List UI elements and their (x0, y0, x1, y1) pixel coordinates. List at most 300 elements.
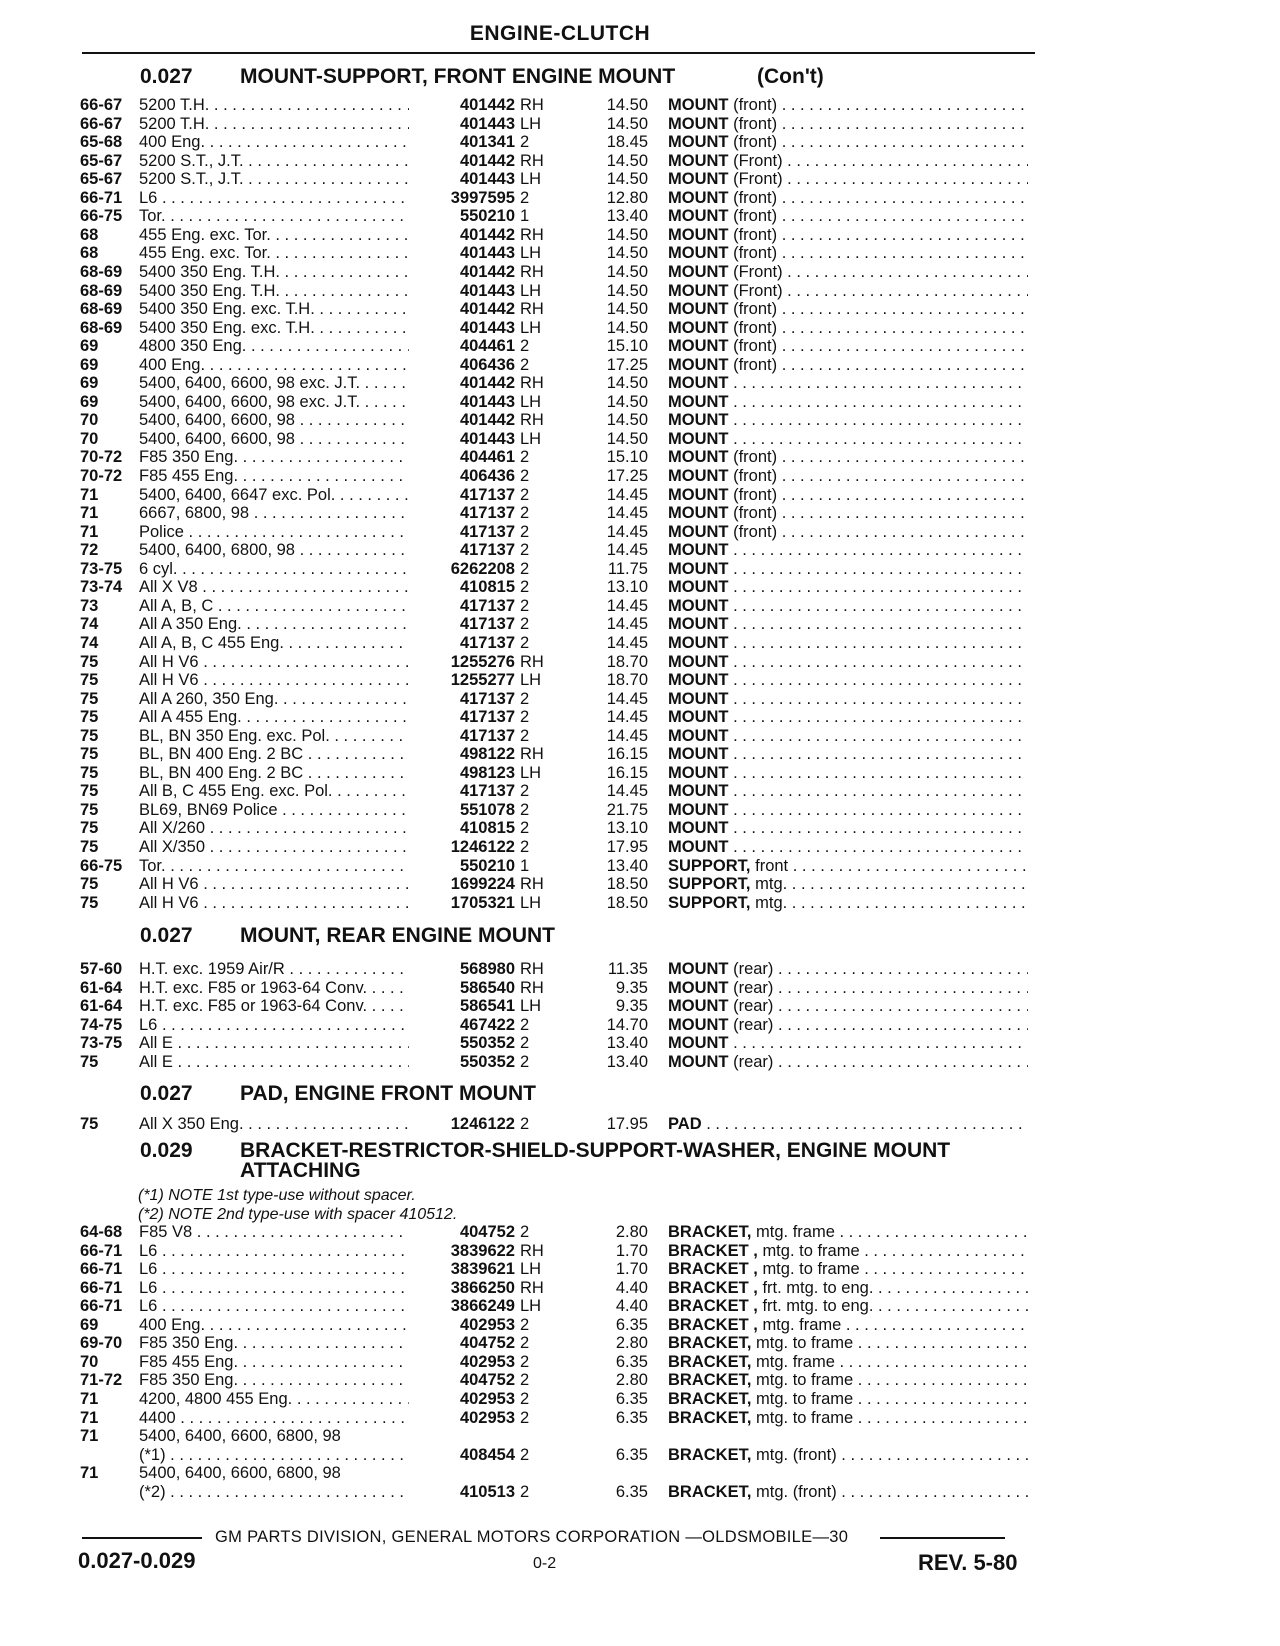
quantity: 2 (520, 541, 530, 560)
part-description (668, 875, 1028, 894)
part-row (0, 300, 1280, 319)
part-description (668, 207, 1028, 226)
part-row (0, 560, 1280, 579)
price: 14.50 (606, 374, 648, 393)
part-qualifier: (rear) (733, 978, 774, 997)
part-description (668, 411, 1028, 430)
part-row (0, 745, 1280, 764)
application: L6 . . . (139, 1279, 409, 1298)
quantity: 2 (520, 1015, 530, 1034)
part-name: MOUNT (668, 652, 729, 671)
model-years: 69-70 (80, 1334, 123, 1353)
quantity: LH (520, 244, 542, 263)
part-description (668, 152, 1028, 171)
part-description (668, 838, 1028, 857)
part-qualifier: (rear) (733, 1053, 774, 1071)
quantity: RH (520, 978, 544, 997)
application: F85 350 Eng. . . . (139, 448, 409, 467)
application: 5400, 6400, 6600, 98 . . . (139, 411, 409, 430)
application: F85 350 Eng. . . . (139, 1334, 409, 1353)
part-qualifier: mtg. to frame (762, 1241, 860, 1260)
part-qualifier: frt. mtg. to eng. (762, 1278, 874, 1297)
part-description (668, 1242, 1028, 1261)
part-description (668, 1446, 1028, 1465)
application: All E . . . (139, 1034, 409, 1053)
part-row (0, 653, 1280, 672)
model-years: 71 (80, 1427, 99, 1446)
part-name: BRACKET , (668, 1315, 758, 1334)
quantity: 2 (520, 633, 530, 652)
price: 13.40 (606, 1053, 648, 1071)
part-name: MOUNT (668, 838, 729, 856)
quantity: RH (520, 652, 544, 671)
part-qualifier: (rear) (733, 1015, 774, 1034)
part-row (0, 801, 1280, 820)
quantity: LH (520, 1297, 542, 1316)
application: BL69, BN69 Police . . . (139, 801, 409, 820)
part-number: 410513 (459, 1482, 515, 1501)
quantity: LH (520, 429, 542, 448)
model-years: 75 (80, 1053, 99, 1071)
part-row (0, 1390, 1280, 1409)
part-number: 410815 (459, 819, 515, 838)
price: 15.10 (606, 448, 648, 467)
part-name: MOUNT (668, 978, 729, 997)
part-row (0, 541, 1280, 560)
application: 5200 S.T., J.T. . . . (139, 152, 409, 171)
quantity: RH (520, 960, 544, 978)
part-name: MOUNT (668, 578, 729, 597)
part-name: MOUNT (668, 1053, 729, 1071)
part-qualifier: (front) (733, 300, 778, 319)
part-row (0, 1464, 1280, 1483)
price: 9.35 (615, 997, 648, 1016)
part-number: 401341 (459, 133, 515, 152)
price: 6.35 (615, 1482, 648, 1501)
part-qualifier: front (755, 856, 789, 875)
application: 6667, 6800, 98 . . . (139, 504, 409, 523)
part-description (668, 615, 1028, 634)
part-number: 401442 (459, 262, 515, 281)
price: 14.50 (606, 429, 648, 448)
part-row (0, 690, 1280, 709)
part-qualifier: mtg. frame (756, 1223, 835, 1241)
part-number: 550210 (459, 856, 515, 875)
model-years: 66-75 (80, 856, 123, 875)
price: 21.75 (606, 800, 648, 819)
part-name: BRACKET, (668, 1352, 752, 1371)
section-title: MOUNT-SUPPORT, FRONT ENGINE MOUNT (240, 65, 676, 88)
quantity: 2 (520, 1315, 530, 1334)
model-years: 75 (80, 763, 99, 782)
application: L6 . . . (139, 1260, 409, 1279)
page-header-title: ENGINE-CLUTCH (469, 22, 651, 45)
quantity: 2 (520, 133, 530, 152)
part-name: MOUNT (668, 997, 729, 1016)
price: 6.35 (615, 1445, 648, 1464)
part-name: MOUNT (668, 411, 729, 430)
quantity: 2 (520, 559, 530, 578)
price: 12.80 (606, 188, 648, 207)
part-name: MOUNT (668, 170, 729, 189)
application: All X V8 . . . (139, 578, 409, 597)
part-qualifier: (front) (733, 337, 778, 356)
part-name: SUPPORT, (668, 893, 751, 912)
part-description (668, 1371, 1028, 1390)
part-number: 402953 (459, 1352, 515, 1371)
part-name: MOUNT (668, 689, 729, 708)
part-name: BRACKET , (668, 1278, 758, 1297)
application: Police . . . (139, 523, 409, 542)
price: 9.35 (615, 978, 648, 997)
part-description (668, 244, 1028, 263)
part-description (668, 523, 1028, 542)
continued-label: (Con't) (757, 65, 824, 88)
model-years: 66-71 (80, 188, 123, 207)
part-description (668, 1115, 1028, 1134)
part-row (0, 467, 1280, 486)
application: Tor. . . . (139, 857, 409, 876)
part-row (0, 504, 1280, 523)
price: 2.80 (615, 1334, 648, 1353)
part-name: SUPPORT, (668, 875, 751, 894)
price: 2.80 (615, 1223, 648, 1241)
header-rule (82, 52, 1035, 54)
quantity: 2 (520, 188, 530, 207)
application: 5400, 6400, 6600, 98 exc. J.T. . . . (139, 393, 409, 412)
application: All A 260, 350 Eng. . . . (139, 690, 409, 709)
part-qualifier: (Front) (733, 262, 783, 281)
part-number: 404461 (459, 337, 515, 356)
part-row (0, 597, 1280, 616)
quantity: 2 (520, 1223, 530, 1241)
section-number: 0.029 (140, 1139, 193, 1162)
application: BL, BN 350 Eng. exc. Pol. . . . (139, 727, 409, 746)
quantity: 2 (520, 782, 530, 801)
part-row (0, 1334, 1280, 1353)
part-description (668, 690, 1028, 709)
part-name: MOUNT (668, 485, 729, 504)
part-number: 417137 (459, 522, 515, 541)
part-description (668, 1053, 1028, 1072)
price: 14.45 (606, 708, 648, 727)
application: 5400, 6400, 6600, 6800, 98 (139, 1427, 341, 1446)
part-name: BRACKET , (668, 1297, 758, 1316)
price: 14.45 (606, 615, 648, 634)
part-qualifier: frt. mtg. to eng. (762, 1297, 874, 1316)
application: 5400 350 Eng. T.H. . . . (139, 263, 409, 282)
part-qualifier: (front) (733, 225, 778, 244)
part-description (668, 727, 1028, 746)
model-years: 75 (80, 726, 99, 745)
part-number: 404461 (459, 448, 515, 467)
part-name: MOUNT (668, 337, 729, 356)
model-years: 71 (80, 522, 99, 541)
price: 14.50 (606, 392, 648, 411)
part-name: MOUNT (668, 960, 729, 978)
price: 14.50 (606, 318, 648, 337)
part-qualifier: (front) (733, 207, 778, 226)
model-years: 68-69 (80, 281, 123, 300)
model-years: 69 (80, 355, 99, 374)
part-number: 550352 (459, 1053, 515, 1071)
quantity: 1 (520, 207, 530, 226)
part-number: 417137 (459, 485, 515, 504)
part-row (0, 115, 1280, 134)
part-description (668, 226, 1028, 245)
model-years: 75 (80, 1115, 99, 1133)
part-row (0, 226, 1280, 245)
part-description (668, 393, 1028, 412)
model-years: 71 (80, 485, 99, 504)
part-description (668, 1483, 1028, 1502)
part-number: 401442 (459, 96, 515, 114)
price: 11.35 (607, 960, 648, 978)
part-name: MOUNT (668, 114, 729, 133)
part-name: BRACKET, (668, 1482, 752, 1501)
part-name: MOUNT (668, 262, 729, 281)
model-years: 75 (80, 671, 99, 690)
part-name: MOUNT (668, 188, 729, 207)
part-row (0, 207, 1280, 226)
application: All B, C 455 Eng. exc. Pol. . . . (139, 782, 409, 801)
part-description (668, 189, 1028, 208)
application: 5400, 6400, 6600, 98 exc. J.T. . . . (139, 374, 409, 393)
part-qualifier: mtg. (front) (756, 1482, 837, 1501)
part-description (668, 979, 1028, 998)
part-row (0, 486, 1280, 505)
part-row (0, 523, 1280, 542)
part-qualifier: mtg. to frame (756, 1371, 854, 1390)
price: 13.10 (606, 578, 648, 597)
price: 14.50 (606, 114, 648, 133)
application: (*1) . . . (139, 1446, 409, 1465)
part-row (0, 1427, 1280, 1446)
quantity: LH (520, 392, 542, 411)
application: All E . . . (139, 1053, 409, 1072)
application: All X 350 Eng. . . . (139, 1115, 409, 1134)
model-years: 75 (80, 819, 99, 838)
part-name: MOUNT (668, 504, 729, 523)
quantity: LH (520, 318, 542, 337)
part-description (668, 467, 1028, 486)
part-row (0, 244, 1280, 263)
model-years: 66-67 (80, 96, 123, 114)
part-number: 568980 (459, 960, 515, 978)
part-description (668, 634, 1028, 653)
part-name: MOUNT (668, 800, 729, 819)
part-number: 1699224 (450, 875, 515, 894)
price: 14.50 (606, 244, 648, 263)
application: 4800 350 Eng. . . . (139, 337, 409, 356)
part-description (668, 782, 1028, 801)
part-name: SUPPORT, (668, 856, 751, 875)
model-years: 73-75 (80, 559, 123, 578)
part-number: 6262208 (450, 559, 515, 578)
part-description (668, 857, 1028, 876)
part-name: MOUNT (668, 133, 729, 152)
part-qualifier: (rear) (733, 997, 774, 1016)
price: 14.50 (606, 262, 648, 281)
part-name: MOUNT (668, 448, 729, 467)
quantity: 2 (520, 337, 530, 356)
model-years: 70 (80, 429, 99, 448)
part-row (0, 263, 1280, 282)
part-number: 586541 (459, 997, 515, 1016)
part-row (0, 1371, 1280, 1390)
footer-revision: REV. 5-80 (918, 1550, 1018, 1575)
price: 4.40 (615, 1278, 648, 1297)
part-row (0, 356, 1280, 375)
part-description (668, 708, 1028, 727)
part-qualifier: (Front) (733, 170, 783, 189)
part-row (0, 894, 1280, 913)
part-name: BRACKET, (668, 1445, 752, 1464)
application: BL, BN 400 Eng. 2 BC . . . (139, 745, 409, 764)
price: 14.45 (606, 726, 648, 745)
part-row (0, 282, 1280, 301)
part-qualifier: mtg. to frame (756, 1389, 854, 1408)
part-number: 586540 (459, 978, 515, 997)
part-row (0, 170, 1280, 189)
part-qualifier: (front) (733, 448, 778, 467)
part-number: 3866250 (450, 1278, 515, 1297)
part-description (668, 300, 1028, 319)
model-years: 70 (80, 1352, 99, 1371)
part-row (0, 838, 1280, 857)
price: 13.40 (606, 856, 648, 875)
application: All A 455 Eng. . . . (139, 708, 409, 727)
model-years: 70-72 (80, 467, 123, 485)
price: 14.45 (606, 485, 648, 504)
part-name: BRACKET , (668, 1241, 758, 1260)
price: 14.45 (606, 782, 648, 801)
part-row (0, 875, 1280, 894)
part-row (0, 764, 1280, 783)
application: L6 . . . (139, 189, 409, 208)
model-years: 73-74 (80, 578, 123, 597)
part-row (0, 1242, 1280, 1261)
part-number: 404752 (459, 1371, 515, 1390)
quantity: RH (520, 151, 544, 170)
quantity: 2 (520, 1334, 530, 1353)
quantity: 2 (520, 1482, 530, 1501)
part-number: 401442 (459, 225, 515, 244)
part-row (0, 782, 1280, 801)
part-number: 1246122 (450, 838, 515, 856)
price: 1.70 (615, 1260, 648, 1279)
application: H.T. exc. 1959 Air/R . . . (139, 960, 409, 979)
model-years: 75 (80, 782, 99, 801)
quantity: LH (520, 170, 542, 189)
quantity: RH (520, 1278, 544, 1297)
section-number: 0.027 (140, 1082, 193, 1105)
application: F85 350 Eng. . . . (139, 1371, 409, 1390)
part-description (668, 374, 1028, 393)
part-row (0, 671, 1280, 690)
model-years: 74-75 (80, 1015, 123, 1034)
application: 5400, 6400, 6647 exc. Pol. . . . (139, 486, 409, 505)
part-number: 402953 (459, 1408, 515, 1427)
model-years: 68 (80, 225, 99, 244)
part-description (668, 578, 1028, 597)
quantity: LH (520, 1260, 542, 1279)
part-number: 417137 (459, 689, 515, 708)
part-number: 410815 (459, 578, 515, 597)
model-years: 75 (80, 875, 99, 894)
model-years: 74 (80, 633, 99, 652)
part-description (668, 115, 1028, 134)
part-description (668, 282, 1028, 301)
part-description (668, 504, 1028, 523)
part-row (0, 1115, 1280, 1134)
part-qualifier: mtg. to frame (762, 1260, 860, 1279)
part-description (668, 1016, 1028, 1035)
part-number: 550210 (459, 207, 515, 226)
application: (*2) . . . (139, 1483, 409, 1502)
part-row (0, 1016, 1280, 1035)
part-description (668, 319, 1028, 338)
part-description (668, 1279, 1028, 1298)
part-description (668, 801, 1028, 820)
part-number: 401443 (459, 170, 515, 189)
model-years: 68-69 (80, 300, 123, 319)
part-name: MOUNT (668, 615, 729, 634)
application: 4200, 4800 455 Eng. . . . (139, 1390, 409, 1409)
model-years: 69 (80, 1315, 99, 1334)
part-description (668, 263, 1028, 282)
part-number: 401443 (459, 318, 515, 337)
application: 5400, 6400, 6600, 98 . . . (139, 430, 409, 449)
part-qualifier: mtg. (front) (756, 1445, 837, 1464)
application: All X/260 . . . (139, 819, 409, 838)
price: 14.50 (606, 225, 648, 244)
model-years: 66-71 (80, 1297, 123, 1316)
model-years: 57-60 (80, 960, 123, 978)
application: 5200 T.H. . . . (139, 115, 409, 134)
part-qualifier: (front) (733, 133, 778, 152)
part-number: 3866249 (450, 1297, 515, 1316)
part-name: MOUNT (668, 559, 729, 578)
price: 16.15 (606, 745, 648, 764)
part-name: MOUNT (668, 1015, 729, 1034)
part-number: 417137 (459, 633, 515, 652)
quantity: 2 (520, 1445, 530, 1464)
part-description (668, 894, 1028, 913)
price: 17.25 (606, 467, 648, 485)
part-qualifier: (front) (733, 522, 778, 541)
price: 14.45 (606, 522, 648, 541)
part-description (668, 1316, 1028, 1335)
quantity: LH (520, 671, 542, 690)
part-name: MOUNT (668, 671, 729, 690)
model-years: 68-69 (80, 262, 123, 281)
part-qualifier: (front) (733, 188, 778, 207)
part-description (668, 448, 1028, 467)
part-qualifier: (front) (733, 96, 778, 114)
part-row (0, 979, 1280, 998)
quantity: 2 (520, 838, 530, 856)
part-row (0, 374, 1280, 393)
part-name: MOUNT (668, 467, 729, 485)
part-description (668, 133, 1028, 152)
part-row (0, 133, 1280, 152)
quantity: 1 (520, 856, 530, 875)
part-number: 406436 (459, 355, 515, 374)
model-years: 75 (80, 800, 99, 819)
part-row (0, 1053, 1280, 1072)
part-description (668, 96, 1028, 115)
